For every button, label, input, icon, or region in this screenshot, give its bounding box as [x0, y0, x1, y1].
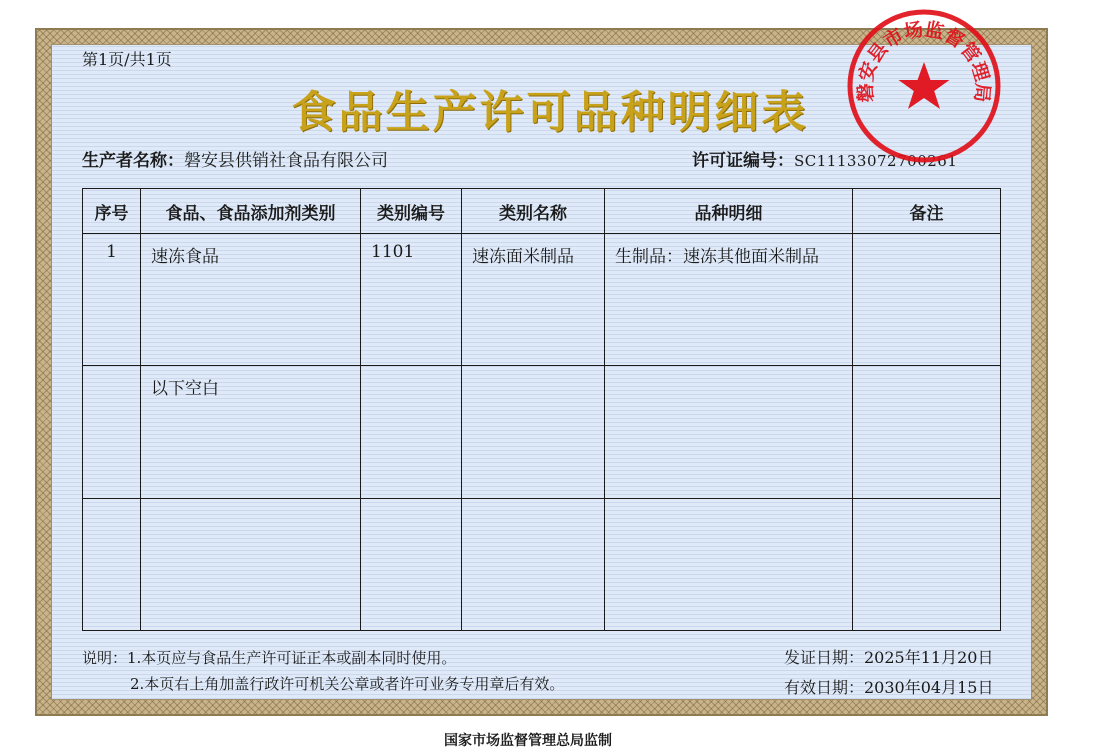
cell-remarks — [853, 234, 1001, 366]
header-remarks: 备注 — [853, 189, 1001, 234]
cell-variety-detail: 生制品：速冻其他面米制品 — [605, 234, 853, 366]
notes — [82, 645, 564, 697]
cell-serial — [83, 498, 141, 630]
cell-food-category — [141, 498, 361, 630]
cell-category-name — [462, 366, 605, 498]
cell-serial: 1 — [83, 234, 141, 366]
producer-label: 生产者名称： — [82, 151, 184, 171]
cell-remarks — [853, 366, 1001, 498]
cell-remarks — [853, 498, 1001, 630]
note-2: 2.本页右上角加盖行政许可机关公章或者许可业务专用章后有效。 — [130, 675, 565, 693]
license-label: 许可证编号： — [692, 151, 794, 171]
cell-category-code: 1101 — [361, 234, 462, 366]
table-header-row — [83, 189, 1001, 234]
license-number: SC11133072700261 — [794, 152, 958, 170]
producer-name: 磐安县供销社食品有限公司 — [184, 151, 388, 171]
valid-date: 有效日期：2030年04月15日 — [784, 678, 994, 697]
variety-table — [82, 188, 1001, 631]
header-food-category: 食品、食品添加剂类别 — [141, 189, 361, 234]
cell-food-category: 速冻食品 — [141, 234, 361, 366]
header-serial: 序号 — [83, 189, 141, 234]
header-variety-detail: 品种明细 — [605, 189, 853, 234]
page-indicator: 第1页/共1页 — [82, 50, 172, 69]
header-category-code: 类别编号 — [361, 189, 462, 234]
issue-date: 发证日期：2025年11月20日 — [784, 648, 994, 667]
producer-line — [82, 146, 388, 171]
cell-category-name — [462, 498, 605, 630]
dates-block — [784, 643, 993, 703]
cell-category-code — [361, 366, 462, 498]
header-category-name: 类别名称 — [462, 189, 605, 234]
note-1: 说明：1.本页应与食品生产许可证正本或副本同时使用。 — [82, 649, 457, 667]
table-row — [83, 366, 1001, 498]
cell-category-name: 速冻面米制品 — [462, 234, 605, 366]
cell-variety-detail — [605, 498, 853, 630]
seal-text: 磐安县市场监督管理局 — [854, 18, 994, 104]
table-row — [83, 498, 1001, 630]
document-title: 食品生产许可品种明细表 — [291, 87, 809, 138]
footer-supervisor: 国家市场监督管理总局监制 — [444, 733, 612, 749]
star-icon — [899, 62, 950, 109]
cell-serial — [83, 366, 141, 498]
table-row — [83, 234, 1001, 366]
cell-category-code — [361, 498, 462, 630]
official-seal-stamp — [846, 8, 1002, 164]
cell-variety-detail — [605, 366, 853, 498]
cell-food-category: 以下空白 — [141, 366, 361, 498]
